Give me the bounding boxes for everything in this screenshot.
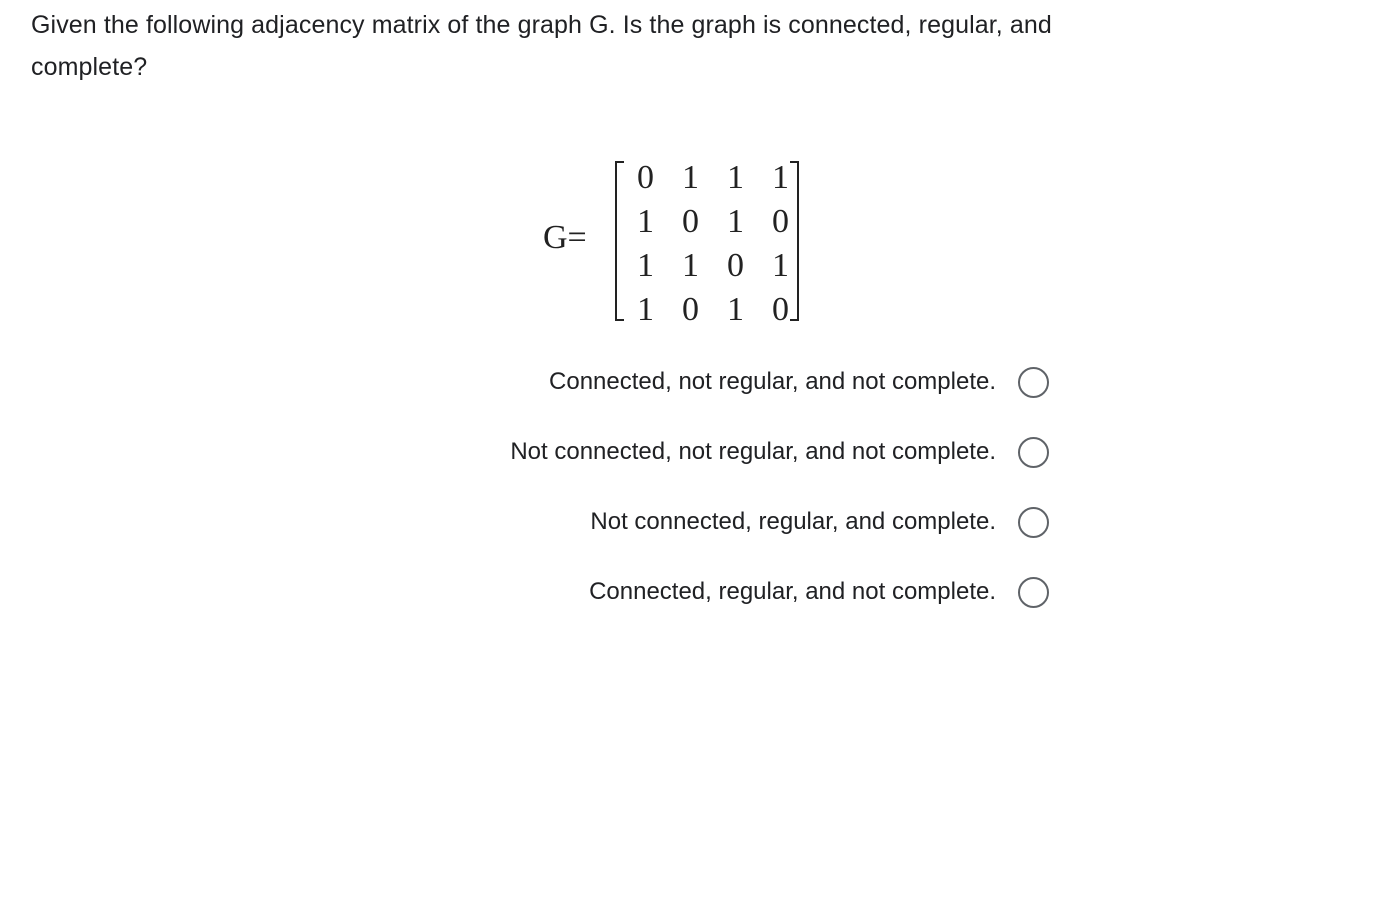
answer-option-label: Not connected, regular, and complete. [590, 508, 996, 535]
matrix-row [623, 156, 803, 200]
answer-option-4[interactable] [589, 570, 1049, 614]
matrix-cell: 1 [637, 247, 654, 284]
matrix-label: G= [543, 219, 587, 256]
matrix-cell: 1 [727, 291, 744, 328]
matrix-cell: 1 [727, 203, 744, 240]
matrix-cell: 1 [682, 159, 699, 196]
matrix-row [623, 200, 803, 244]
radio-button[interactable] [1018, 507, 1049, 538]
answer-option-3[interactable] [590, 500, 1049, 544]
radio-button[interactable] [1018, 437, 1049, 468]
matrix-cell: 1 [772, 247, 789, 284]
matrix-cell: 1 [682, 247, 699, 284]
matrix-cell: 0 [772, 203, 789, 240]
matrix-grid [623, 156, 803, 332]
matrix-cell: 0 [682, 203, 699, 240]
question-text: Given the following adjacency matrix of the graph G. Is the graph is connected, regular, and complete? [31, 11, 1052, 81]
answer-option-2[interactable] [510, 430, 1049, 474]
matrix-cell: 0 [637, 159, 654, 196]
answer-option-label: Not connected, not regular, and not complete. [510, 438, 996, 465]
matrix-cell: 1 [772, 159, 789, 196]
matrix-cell: 0 [682, 291, 699, 328]
matrix-row [623, 288, 803, 332]
matrix-cell: 1 [637, 291, 654, 328]
answer-option-label: Connected, regular, and not complete. [589, 578, 996, 605]
radio-button[interactable] [1018, 367, 1049, 398]
matrix-cell: 1 [637, 203, 654, 240]
matrix-row [623, 244, 803, 288]
matrix-cell: 0 [727, 247, 744, 284]
matrix-cell: 0 [772, 291, 789, 328]
radio-button[interactable] [1018, 577, 1049, 608]
adjacency-matrix-figure [540, 156, 810, 326]
matrix-cell: 1 [727, 159, 744, 196]
answer-option-label: Connected, not regular, and not complete. [549, 368, 996, 395]
answer-option-1[interactable] [549, 360, 1049, 404]
